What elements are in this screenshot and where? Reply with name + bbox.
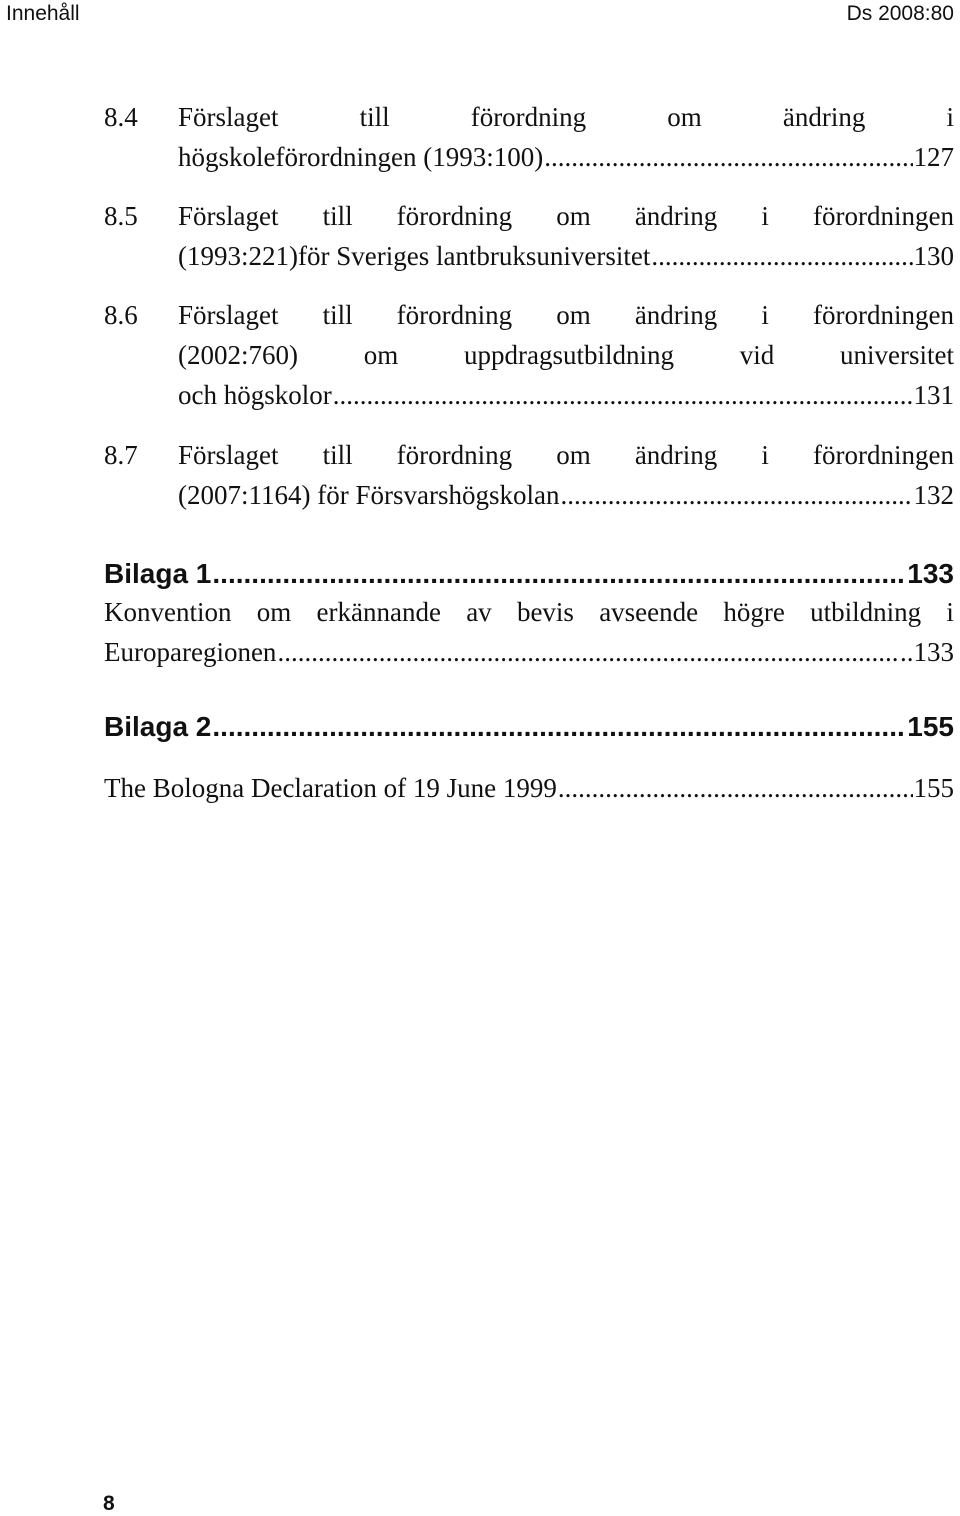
toc-appendix-2[interactable]: [104, 708, 954, 746]
running-header-section: Innehåll: [6, 2, 80, 25]
toc-page-number: ..133: [900, 637, 954, 667]
toc-page-number: 127: [913, 142, 954, 172]
toc-page-number: 155: [907, 711, 954, 742]
toc-appendix-2-title[interactable]: [104, 768, 954, 808]
toc-entry-title-end: (2007:1164) för Försvarshögskolan: [178, 480, 560, 510]
dot-leader: [544, 137, 912, 177]
toc-entry-number: 8.6: [104, 300, 138, 330]
toc-entry-number: 8.5: [104, 201, 138, 231]
dot-leader: [212, 708, 906, 746]
appendix-label: Bilaga 2: [104, 711, 212, 742]
toc-entry-title-line: Förslaget till förordning om ändring i: [178, 102, 954, 132]
toc-entry-title-line: Förslaget till förordning om ändring i förordningen: [178, 201, 954, 231]
dot-leader: [212, 555, 906, 593]
toc-entry-title-line: Konvention om erkännande av bevis avseende högre utbildning i: [104, 597, 954, 627]
dot-leader: [558, 768, 913, 808]
toc-entry-title-end: högskoleförordningen (1993:100): [178, 142, 544, 172]
toc-entry-8-4[interactable]: [104, 97, 954, 177]
toc-entry-8-5[interactable]: [104, 196, 954, 276]
toc-entry-8-7[interactable]: [104, 435, 954, 515]
toc-entry-last-line: [104, 768, 954, 808]
toc-entry-last-line: [178, 475, 954, 515]
page-number: 8: [103, 1492, 115, 1515]
dot-leader: [651, 236, 912, 276]
toc-page-number: 130: [913, 241, 954, 271]
toc-page-number: 132: [913, 480, 954, 510]
toc-appendix-1[interactable]: [104, 555, 954, 593]
toc-entry-last-line: [178, 236, 954, 276]
toc-entry-title-end: (1993:221)för Sveriges lantbruksuniversitet: [178, 241, 651, 271]
toc-entry-number: 8.7: [104, 440, 138, 470]
toc-entry-title-line: (2002:760) om uppdragsutbildning vid universitet: [178, 340, 954, 370]
toc-entry-last-line: [178, 137, 954, 177]
dot-leader: [560, 475, 912, 515]
dot-leader: [277, 632, 899, 672]
toc-appendix-1-title[interactable]: [104, 592, 954, 672]
toc-entry-title-line: Förslaget till förordning om ändring i förordningen: [178, 300, 954, 330]
toc-entry-title-end: och högskolor: [178, 380, 332, 410]
toc-entry-last-line: [178, 375, 954, 415]
toc-page-number: 133: [907, 558, 954, 589]
toc-page-number: 131: [913, 380, 954, 410]
toc-entry-number: 8.4: [104, 102, 138, 132]
appendix-label: Bilaga 1: [104, 558, 212, 589]
toc-entry-title-end: Europaregionen: [104, 637, 277, 667]
toc-entry-title-line: Förslaget till förordning om ändring i förordningen: [178, 440, 954, 470]
toc-page-number: 155: [913, 773, 954, 803]
dot-leader: [333, 375, 913, 415]
running-header-doc-id: Ds 2008:80: [846, 2, 954, 25]
toc-entry-last-line: [104, 632, 954, 672]
toc-entry-title-end: The Bologna Declaration of 19 June 1999: [104, 773, 557, 803]
toc-entry-8-6[interactable]: [104, 295, 954, 415]
